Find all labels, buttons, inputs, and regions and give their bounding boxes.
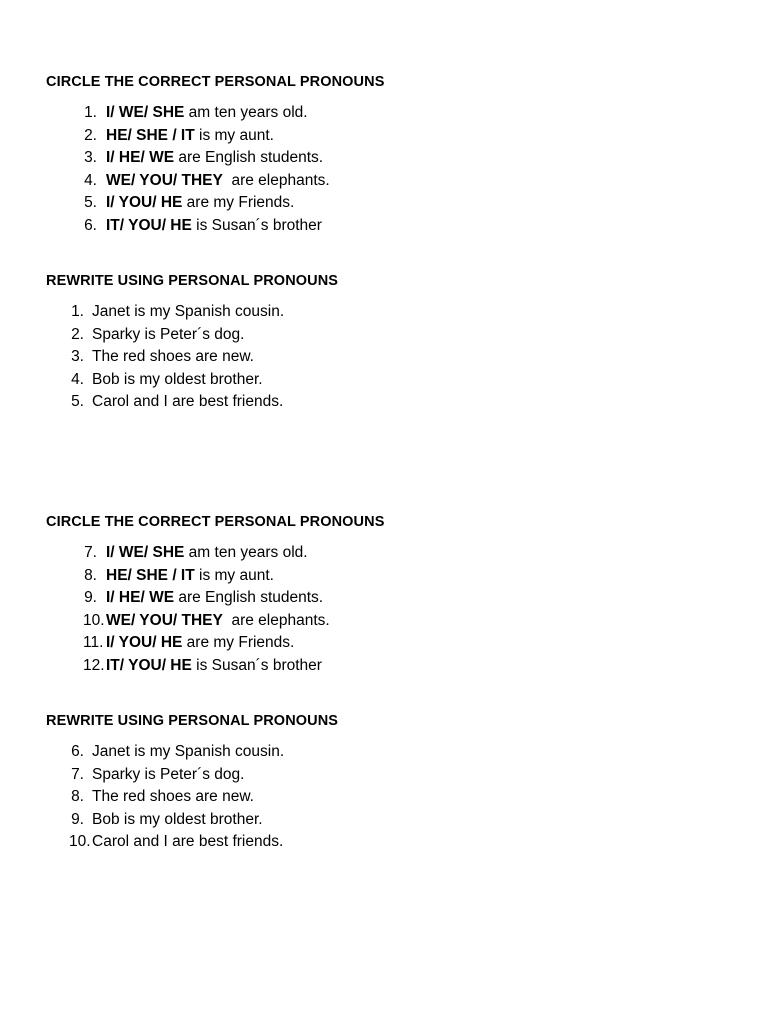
sentence-rest: are elephants. xyxy=(222,171,330,189)
sentence-rest: are elephants. xyxy=(222,611,330,629)
pronoun-choices: WE/ YOU/ THEY xyxy=(106,171,223,189)
item-number: 7. xyxy=(71,765,84,783)
item-number: 6. xyxy=(71,743,84,760)
item-number: 3. xyxy=(84,149,97,166)
sentence-rest: are English students. xyxy=(174,589,324,606)
item-number: 5. xyxy=(71,393,84,410)
pronoun-choices: I/ YOU/ HE xyxy=(106,194,183,211)
item-number: 3. xyxy=(71,348,84,365)
section-heading-rewrite: REWRITE USING PERSONAL PRONOUNS xyxy=(46,713,339,729)
sentence-rest: is my aunt. xyxy=(194,126,274,144)
sentence: Carol and I are best friends. xyxy=(92,393,284,410)
item-number: 10. xyxy=(69,833,91,850)
item-number: 2. xyxy=(84,126,97,144)
item-number: 12. xyxy=(83,656,105,674)
sentence-rest: is Susan´s brother xyxy=(191,656,322,674)
pronoun-choices: I/ WE/ SHE xyxy=(106,544,185,561)
item-number: 7. xyxy=(84,544,97,561)
sentence: Carol and I are best friends. xyxy=(92,833,284,850)
item-number: 11. xyxy=(83,634,104,651)
pronoun-choices: IT/ YOU/ HE xyxy=(106,656,192,674)
pronoun-choices: IT/ YOU/ HE xyxy=(106,216,192,234)
item-number: 1. xyxy=(84,104,97,121)
pronoun-choices: I/ WE/ SHE xyxy=(106,104,185,121)
sentence-rest: am ten years old. xyxy=(184,544,308,561)
sentence-rest: are my Friends. xyxy=(182,194,295,211)
sentence: The red shoes are new. xyxy=(92,348,254,365)
pronoun-choices: I/ HE/ WE xyxy=(106,149,175,166)
item-number: 8. xyxy=(71,788,84,805)
pronoun-choices: I/ HE/ WE xyxy=(106,589,175,606)
sentence-rest: is Susan´s brother xyxy=(191,216,322,234)
item-number: 5. xyxy=(84,194,97,211)
sentence: Janet is my Spanish cousin. xyxy=(92,743,285,760)
sentence: Bob is my oldest brother. xyxy=(92,810,263,828)
item-number: 1. xyxy=(71,303,84,320)
item-number: 8. xyxy=(84,566,97,584)
pronoun-choices: WE/ YOU/ THEY xyxy=(106,611,223,629)
sentence-rest: am ten years old. xyxy=(184,104,308,121)
item-number: 2. xyxy=(71,325,84,343)
item-number: 4. xyxy=(71,370,84,388)
sentence: Sparky is Peter´s dog. xyxy=(92,325,245,343)
sentence: Janet is my Spanish cousin. xyxy=(92,303,285,320)
item-number: 10. xyxy=(83,611,105,629)
section-heading-circle: CIRCLE THE CORRECT PERSONAL PRONOUNS xyxy=(46,74,385,90)
item-number: 6. xyxy=(84,216,97,234)
sentence-rest: are my Friends. xyxy=(182,634,295,651)
sentence: Sparky is Peter´s dog. xyxy=(92,765,245,783)
pronoun-choices: HE/ SHE / IT xyxy=(106,566,195,584)
sentence-rest: is my aunt. xyxy=(194,566,274,584)
pronoun-choices: I/ YOU/ HE xyxy=(106,634,183,651)
sentence-rest: are English students. xyxy=(174,149,324,166)
item-number: 9. xyxy=(84,589,97,606)
sentence: The red shoes are new. xyxy=(92,788,254,805)
item-number: 9. xyxy=(71,810,84,828)
section-heading-rewrite: REWRITE USING PERSONAL PRONOUNS xyxy=(46,273,339,289)
section-heading-circle: CIRCLE THE CORRECT PERSONAL PRONOUNS xyxy=(46,514,385,530)
item-number: 4. xyxy=(84,171,97,189)
sentence: Bob is my oldest brother. xyxy=(92,370,263,388)
pronoun-choices: HE/ SHE / IT xyxy=(106,126,195,144)
